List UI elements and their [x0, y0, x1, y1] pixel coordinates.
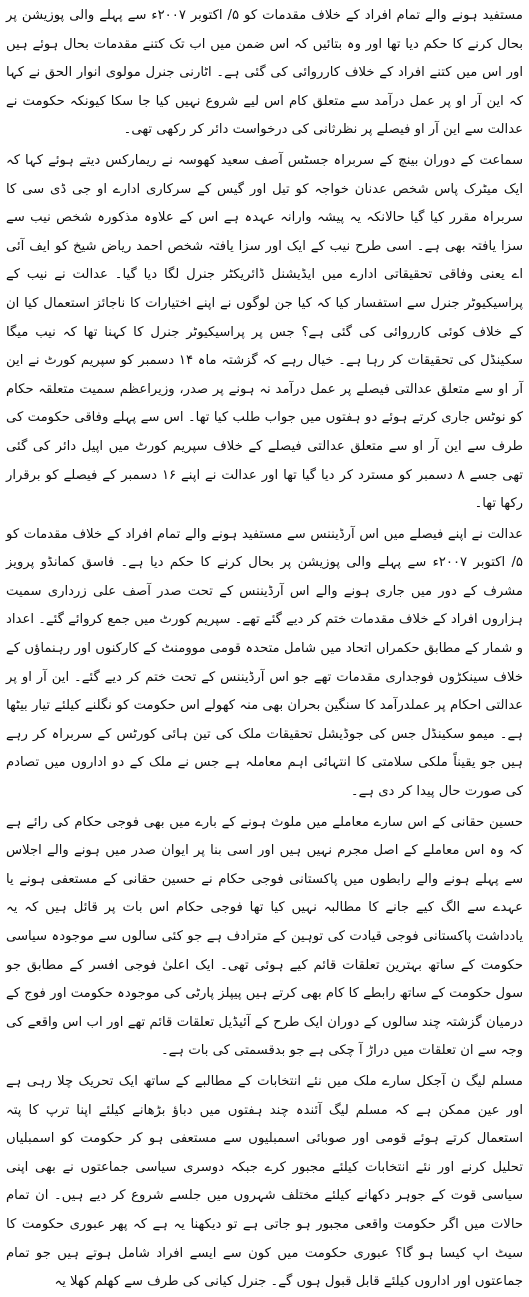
article-paragraph: سماعت کے دوران بینچ کے سربراہ جسٹس آصف سعید کھوسہ نے ریمارکس دیتے ہوئے کہا کہ ایک میٹرک پاس شخص عدنان خواجہ کو تیل اور گیس کے سرکاری ادارے او جی ڈی سی کا سربراہ مقرر کیا گیا حالانکہ یہ پیشہ وارانہ عہدہ ہے اس کے علاوہ مذکورہ شخص نیب سے سزا یافتہ بھی ہے۔ اسی طرح نیب کے ایک اور سزا یافتہ شخص احمد ریاض شیخ کو ایف آئی اے یعنی وفاقی تحقیقاتی ادارے میں ایڈیشنل ڈائریکٹر جنرل لگا دیا گیا۔ عدالت نے نیب کے پراسیکیوٹر جنرل سے استفسار کیا کہ کیا جن لوگوں نے اپنے اختیارات کا ناجائز استعمال کیا ان کے خلاف کوئی کارروائی کی گئی ہے؟ جس پر پراسیکیوٹر جنرل کا کہنا تھا کہ نیب میگا سکینڈل کی تحقیقات کر رہا ہے۔ خیال رہے کہ گزشتہ ماہ ۱۴ دسمبر کو سپریم کورٹ نے این آر او سے متعلق عدالتی فیصلے پر عمل درآمد نہ ہونے پر صدر، وزیراعظم سمیت متعلقہ حکام کو نوٹس جاری کرتے ہوئے دو ہفتوں میں جواب طلب کیا تھا۔ اس سے پہلے وفاقی حکومت کی طرف سے این آر او سے متعلق عدالتی فیصلے کے خلاف سپریم کورٹ میں اپیل دائر کی گئی تھی جسے ۸ دسمبر کو مسترد کر دیا گیا تھا اور عدالت نے اپنے ۱۶ دسمبر کے فیصلے کو برقرار رکھا تھا۔ — [6, 152, 523, 512]
article-paragraph: مسلم لیگ ن آجکل سارے ملک میں نئے انتخابات کے مطالبے کے ساتھ ایک تحریک چلا رہی ہے اور عین ممکن ہے کہ مسلم لیگ آئندہ چند ہفتوں میں دباؤ بڑھانے کیلئے اپنا ترپ کا پتہ استعمال کرتے ہوئے قومی اور صوبائی اسمبلیوں سے مستعفی ہو کر حکومت کو اسمبلیاں تحلیل کرنے اور نئے انتخابات کیلئے مجبور کرے جبکہ دوسری سیاسی جماعتوں نے بھی اپنی سیاسی قوت کے جوہر دکھانے کیلئے مختلف شہروں میں جلسے شروع کر دیے ہیں۔ ان تمام حالات میں اگر حکومت واقعی مجبور ہو جاتی ہے تو دیکھنا یہ ہے کہ پھر عبوری حکومت کا سیٹ اپ کیسا ہو گا؟ عبوری حکومت میں کون سے ایسے افراد شامل ہوتے ہیں جو تمام جماعتوں اور اداروں کیلئے قابل قبول ہوں گے۔ جنرل کیانی کی طرف سے کھلم کھلا یہ — [6, 1073, 523, 1290]
article-paragraph: حسین حقانی کے اس سارے معاملے میں ملوث ہونے کے بارے میں بھی فوجی حکام کی رائے ہے کہ وہ اس معاملے کے اصل مجرم نہیں ہیں اور اسی بنا پر ایوان صدر میں ہونے والے اجلاس سے پہلے ہونے والے رابطوں میں پاکستانی فوجی حکام نے حسین حقانی کے مستعفی ہونے یا عہدے سے الگ کیے جانے کا مطالبہ نہیں کیا تھا فوجی حکام اس بات پر قائل ہیں کہ یہ یادداشت پاکستانی فوجی قیادت کی توہین کے مترادف ہے جو کئی سالوں سے موجودہ سیاسی حکومت کے ساتھ بہترین تعلقات قائم کیے ہوئی تھی۔ ایک اعلیٰ فوجی افسر کے مطابق جو سول حکومت کے ساتھ رابطے کا کام بھی کرتے ہیں پیپلز پارٹی کی موجودہ حکومت اور فوج کے درمیان گزشتہ چند سالوں کے دوران ایک طرح کے آئیڈیل تعلقات قائم تھے اور اب اس واقعے کی وجہ سے ان تعلقات میں دراڑ آ چکی ہے جو بدقسمتی کی بات ہے۔ — [6, 814, 523, 1059]
article-paragraph: مستفید ہونے والے تمام افراد کے خلاف مقدمات کو ۵/ اکتوبر ۲۰۰۷ء سے پہلے والی پوزیشن پر بحال کرنے کا حکم دیا تھا اور وہ بتائیں کہ اس ضمن میں اب تک کتنے مقدمات بحال ہوئے ہیں اور اس میں کتنے افراد کے خلاف کارروائی کی گئی ہے۔ اٹارنی جنرل مولوی انوار الحق نے کہا کہ این آر او پر عمل درآمد سے متعلق کام اس لیے شروع نہیں کیا جا سکا کیونکہ حکومت نے عدالت سے این آر او فیصلے پر نظرثانی کی درخواست دائر کر رکھی تھی۔ — [6, 8, 523, 138]
article-paragraph: عدالت نے اپنے فیصلے میں اس آرڈیننس سے مستفید ہونے والے تمام افراد کے خلاف مقدمات کو ۵/ اکتوبر ۲۰۰۷ء سے پہلے والی پوزیشن پر بحال کرنے کا حکم دیا ہے۔ فاسق کمانڈو پرویز مشرف کے دور میں جاری ہونے والے اس آرڈیننس کے تحت صدر آصف علی زرداری سمیت ہزاروں افراد کے خلاف مقدمات ختم کر دیے گئے تھے۔ سپریم کورٹ میں جمع کروائے گئے۔ اعداد و شمار کے مطابق حکمراں اتحاد میں شامل متحدہ قومی موومنٹ کے کارکنوں اور رہنماؤں کے خلاف سینکڑوں فوجداری مقدمات تھے جو اس آرڈیننس کے تحت ختم کر دیے گئے۔ این آر او پر عدالتی احکام پر عملدرآمد کا سنگین بحران بھی منہ کھولے اس حکومت کو نگلنے کیلئے تیار بیٹھا ہے۔ میمو سکینڈل جس کی جوڈیشل تحقیقات ملک کی تین ہائی کورٹس کے سربراہ کر رہے ہیں جو یقیناً ملکی سلامتی کا انتہائی اہم معاملہ ہے جس نے ملک کے دو اداروں میں تصادم کی صورت حال پیدا کر دی ہے۔ — [6, 526, 524, 800]
